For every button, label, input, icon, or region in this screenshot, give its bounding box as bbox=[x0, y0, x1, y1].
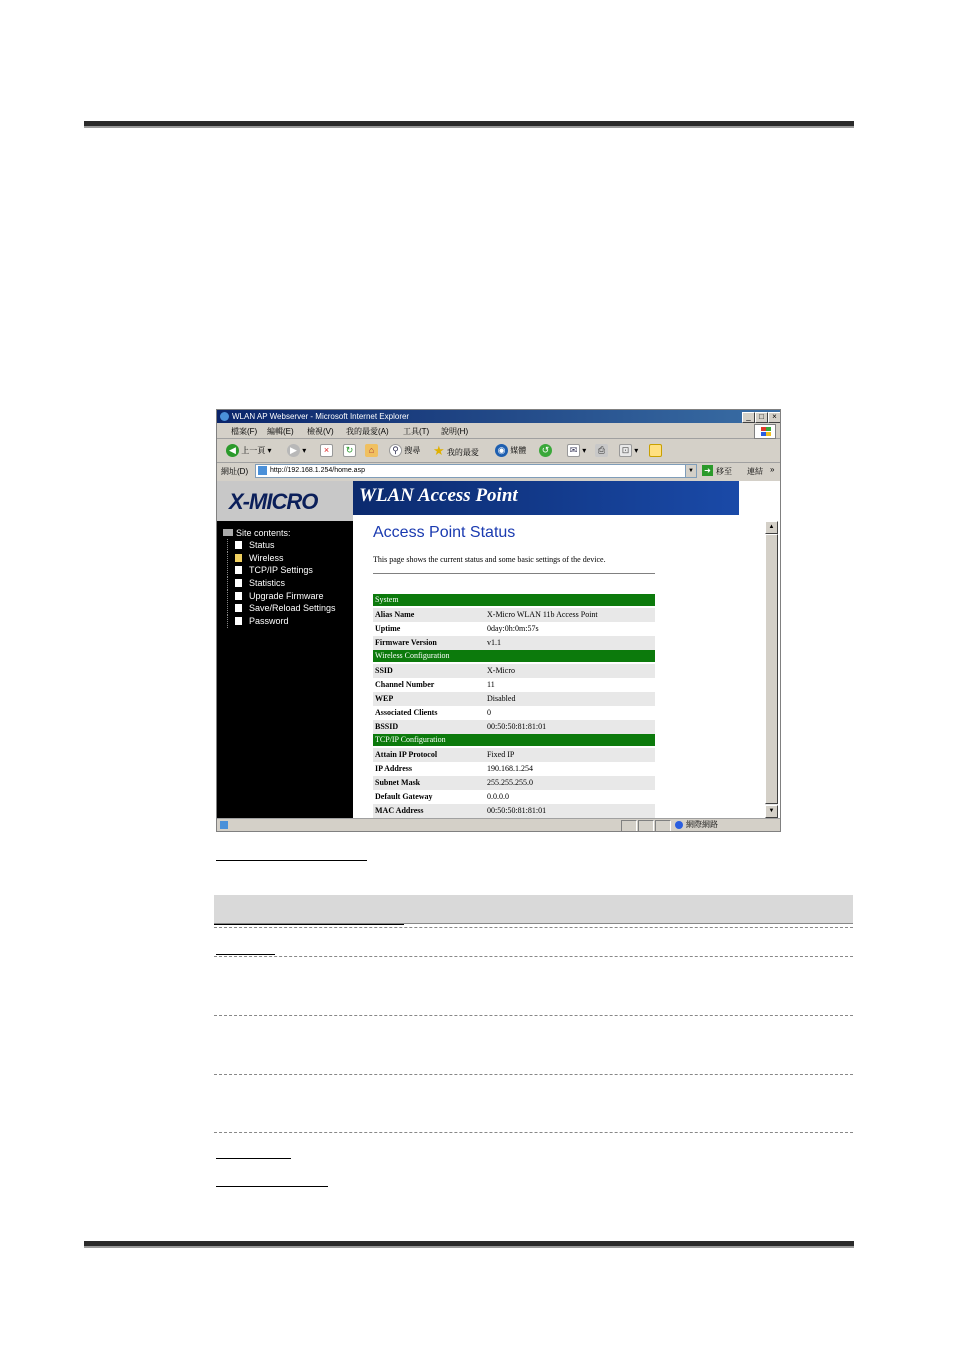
print-button[interactable] bbox=[595, 443, 608, 458]
table-row bbox=[373, 748, 655, 762]
row-label: Default Gateway bbox=[375, 792, 433, 801]
table-cell-underline bbox=[216, 1176, 328, 1187]
nav-item-label: Statistics bbox=[249, 578, 286, 589]
history-button[interactable] bbox=[539, 443, 552, 458]
header-rule bbox=[84, 121, 854, 128]
nav-item-status[interactable] bbox=[223, 539, 336, 552]
table-row bbox=[373, 636, 655, 650]
document-icon bbox=[235, 579, 242, 587]
section-title: Wireless Configuration bbox=[375, 651, 450, 660]
back-label: 上一頁 bbox=[241, 446, 266, 455]
ie-icon bbox=[220, 412, 229, 421]
row-value: Fixed IP bbox=[487, 750, 515, 759]
table-rule bbox=[214, 1015, 853, 1016]
scroll-up-icon[interactable]: ▲ bbox=[765, 521, 778, 534]
nav-item-label: Password bbox=[249, 616, 289, 627]
status-table bbox=[373, 594, 655, 818]
site-contents-tree bbox=[223, 527, 336, 628]
nav-item-label: Save/Reload Settings bbox=[249, 603, 336, 614]
history-icon: ↺ bbox=[539, 444, 552, 457]
status-cell bbox=[621, 820, 637, 832]
row-value: v1.1 bbox=[487, 638, 501, 647]
nav-item-statistics[interactable] bbox=[223, 577, 336, 590]
page-description: This page shows the current status and some basic settings of the device. bbox=[373, 555, 606, 564]
browser-window-screenshot bbox=[216, 409, 781, 832]
document-icon bbox=[235, 541, 242, 549]
row-label: WEP bbox=[375, 694, 394, 703]
messenger-button[interactable] bbox=[649, 443, 662, 458]
row-value: 190.168.1.254 bbox=[487, 764, 533, 773]
search-icon: ⚲ bbox=[389, 444, 402, 457]
header-banner bbox=[353, 481, 739, 515]
status-cell bbox=[655, 820, 671, 832]
home-icon: ⌂ bbox=[365, 444, 378, 457]
row-value: 0 bbox=[487, 708, 491, 717]
minimize-button[interactable]: _ bbox=[742, 412, 755, 423]
address-label: 網址(D) bbox=[221, 467, 249, 476]
nav-item-save-reload-settings[interactable] bbox=[223, 602, 336, 615]
media-icon: ◉ bbox=[495, 444, 508, 457]
row-label: Alias Name bbox=[375, 610, 415, 619]
nav-item-upgrade-firmware[interactable] bbox=[223, 590, 336, 603]
row-value: X-Micro WLAN 11b Access Point bbox=[487, 610, 598, 619]
table-row bbox=[373, 692, 655, 706]
nav-item-label: Wireless bbox=[249, 552, 284, 563]
document-icon bbox=[235, 592, 242, 600]
windows-logo-icon bbox=[754, 424, 776, 439]
refresh-icon: ↻ bbox=[343, 444, 356, 457]
menu-file[interactable]: 檔案(F) bbox=[231, 427, 258, 436]
scroll-down-icon[interactable]: ▼ bbox=[765, 805, 778, 818]
security-zone bbox=[675, 819, 718, 831]
menu-edit[interactable]: 編輯(E) bbox=[267, 427, 294, 436]
star-icon: ★ bbox=[433, 443, 445, 458]
row-label: Associated Clients bbox=[375, 708, 438, 717]
table-row bbox=[373, 622, 655, 636]
document-icon bbox=[235, 566, 242, 574]
close-button[interactable]: × bbox=[768, 412, 781, 423]
row-label: BSSID bbox=[375, 722, 399, 731]
address-value: http://192.168.1.254/home.asp bbox=[270, 467, 365, 474]
maximize-button[interactable]: □ bbox=[755, 412, 768, 423]
row-value: Disabled bbox=[487, 694, 516, 703]
table-row bbox=[373, 608, 655, 622]
row-value: 0day:0h:0m:57s bbox=[487, 624, 539, 633]
nav-item-password[interactable] bbox=[223, 615, 336, 628]
section-header-tcpip bbox=[373, 734, 655, 746]
status-pane bbox=[353, 521, 765, 818]
toolbar bbox=[217, 439, 780, 463]
table-cell-underline bbox=[216, 1148, 291, 1159]
table-row bbox=[373, 776, 655, 790]
table-row bbox=[373, 664, 655, 678]
home-button[interactable] bbox=[365, 443, 378, 458]
footer-rule bbox=[84, 1241, 854, 1248]
site-contents-heading bbox=[223, 527, 336, 539]
forward-arrow-icon: ▶ bbox=[287, 444, 300, 457]
page-content bbox=[217, 481, 780, 818]
table-row bbox=[373, 706, 655, 720]
address-input[interactable] bbox=[255, 464, 697, 478]
media-button[interactable] bbox=[495, 443, 526, 458]
row-label: IP Address bbox=[375, 764, 412, 773]
table-header-row bbox=[214, 895, 853, 924]
go-button[interactable]: 移至 bbox=[716, 467, 732, 476]
window-titlebar bbox=[217, 410, 780, 423]
address-bar bbox=[217, 463, 780, 479]
row-label: Uptime bbox=[375, 624, 401, 633]
section-header-wireless bbox=[373, 650, 655, 662]
page-status-icon bbox=[220, 821, 228, 829]
print-icon: ⎙ bbox=[595, 444, 608, 457]
folder-icon bbox=[235, 554, 242, 562]
table-row bbox=[373, 762, 655, 776]
row-value: 11 bbox=[487, 680, 495, 689]
favorites-label: 我的最愛 bbox=[446, 448, 479, 457]
status-bar bbox=[217, 818, 780, 832]
row-label: Attain IP Protocol bbox=[375, 750, 438, 759]
left-nav-pane bbox=[217, 481, 353, 818]
nav-item-tcpip-settings[interactable] bbox=[223, 564, 336, 577]
mail-button[interactable]: ✉ ▾ bbox=[567, 443, 586, 458]
zone-label: 網際網路 bbox=[686, 820, 718, 829]
document-icon bbox=[235, 617, 242, 625]
vertical-scrollbar[interactable] bbox=[765, 521, 778, 818]
brand-logo bbox=[217, 481, 353, 521]
address-dropdown-icon[interactable]: ▼ bbox=[685, 465, 696, 477]
refresh-button[interactable] bbox=[343, 443, 356, 458]
stop-icon: × bbox=[320, 444, 333, 457]
row-value: 255.255.255.0 bbox=[487, 778, 533, 787]
stop-button[interactable] bbox=[320, 443, 333, 458]
section-title: System bbox=[375, 595, 399, 604]
document-icon bbox=[235, 604, 242, 612]
menu-view[interactable]: 檢視(V) bbox=[307, 427, 334, 436]
window-title: WLAN AP Webserver - Microsoft Internet Explorer bbox=[232, 412, 410, 421]
row-value: X-Micro bbox=[487, 666, 515, 675]
figure-caption bbox=[216, 846, 367, 861]
row-label: Subnet Mask bbox=[375, 778, 421, 787]
section-title: TCP/IP Configuration bbox=[375, 735, 446, 744]
back-arrow-icon: ◀ bbox=[226, 444, 239, 457]
row-value: 0.0.0.0 bbox=[487, 792, 509, 801]
row-label: Channel Number bbox=[375, 680, 435, 689]
status-cell bbox=[638, 820, 654, 832]
section-header-system bbox=[373, 594, 655, 606]
table-row bbox=[373, 804, 655, 818]
banner-title: WLAN Access Point bbox=[359, 485, 518, 506]
page-title: Access Point Status bbox=[373, 524, 516, 541]
chevron-right-icon[interactable]: » bbox=[770, 465, 775, 474]
search-button[interactable] bbox=[389, 443, 420, 458]
table-row bbox=[373, 790, 655, 804]
go-arrow-icon[interactable]: ➜ bbox=[702, 465, 713, 476]
table-rule bbox=[214, 1074, 853, 1075]
row-label: SSID bbox=[375, 666, 393, 675]
row-label: MAC Address bbox=[375, 806, 424, 815]
table-row bbox=[373, 720, 655, 734]
forward-button[interactable]: ▶ ▾ bbox=[287, 443, 306, 458]
media-label: 媒體 bbox=[510, 446, 527, 455]
globe-icon bbox=[675, 821, 683, 829]
scroll-thumb[interactable] bbox=[765, 534, 778, 804]
table-row bbox=[373, 678, 655, 692]
back-button[interactable]: ◀ 上一頁 ▾ bbox=[226, 443, 271, 458]
edit-button[interactable]: ⊡ ▾ bbox=[619, 443, 638, 458]
row-label: Firmware Version bbox=[375, 638, 437, 647]
nav-item-label: TCP/IP Settings bbox=[249, 565, 313, 576]
table-rule bbox=[214, 1132, 853, 1133]
menu-favorites[interactable]: 我的最愛(A) bbox=[346, 427, 389, 436]
table-rule bbox=[214, 927, 853, 928]
table-rule bbox=[214, 956, 853, 957]
divider bbox=[373, 573, 655, 574]
computer-icon bbox=[223, 529, 233, 536]
site-contents-label: Site contents: bbox=[236, 528, 291, 538]
row-value: 00:50:50:81:81:01 bbox=[487, 806, 547, 815]
page-icon bbox=[258, 466, 267, 475]
menu-help[interactable]: 說明(H) bbox=[441, 427, 469, 436]
nav-item-wireless[interactable] bbox=[223, 552, 336, 565]
nav-item-label: Upgrade Firmware bbox=[249, 590, 324, 601]
row-value: 00:50:50:81:81:01 bbox=[487, 722, 547, 731]
menu-tools[interactable]: 工具(T) bbox=[403, 427, 430, 436]
menu-bar bbox=[217, 423, 780, 439]
links-button[interactable]: 連結 bbox=[747, 467, 763, 476]
table-cell-underline bbox=[216, 944, 275, 955]
table-rule bbox=[214, 924, 404, 925]
note-icon bbox=[649, 444, 662, 457]
brand-logo-text: X-MICRO bbox=[229, 489, 318, 514]
search-label: 搜尋 bbox=[404, 446, 421, 455]
edit-page-icon: ⊡ bbox=[619, 444, 632, 457]
nav-item-label: Status bbox=[249, 540, 275, 550]
favorites-button[interactable] bbox=[433, 443, 479, 458]
mail-icon: ✉ bbox=[567, 444, 580, 457]
